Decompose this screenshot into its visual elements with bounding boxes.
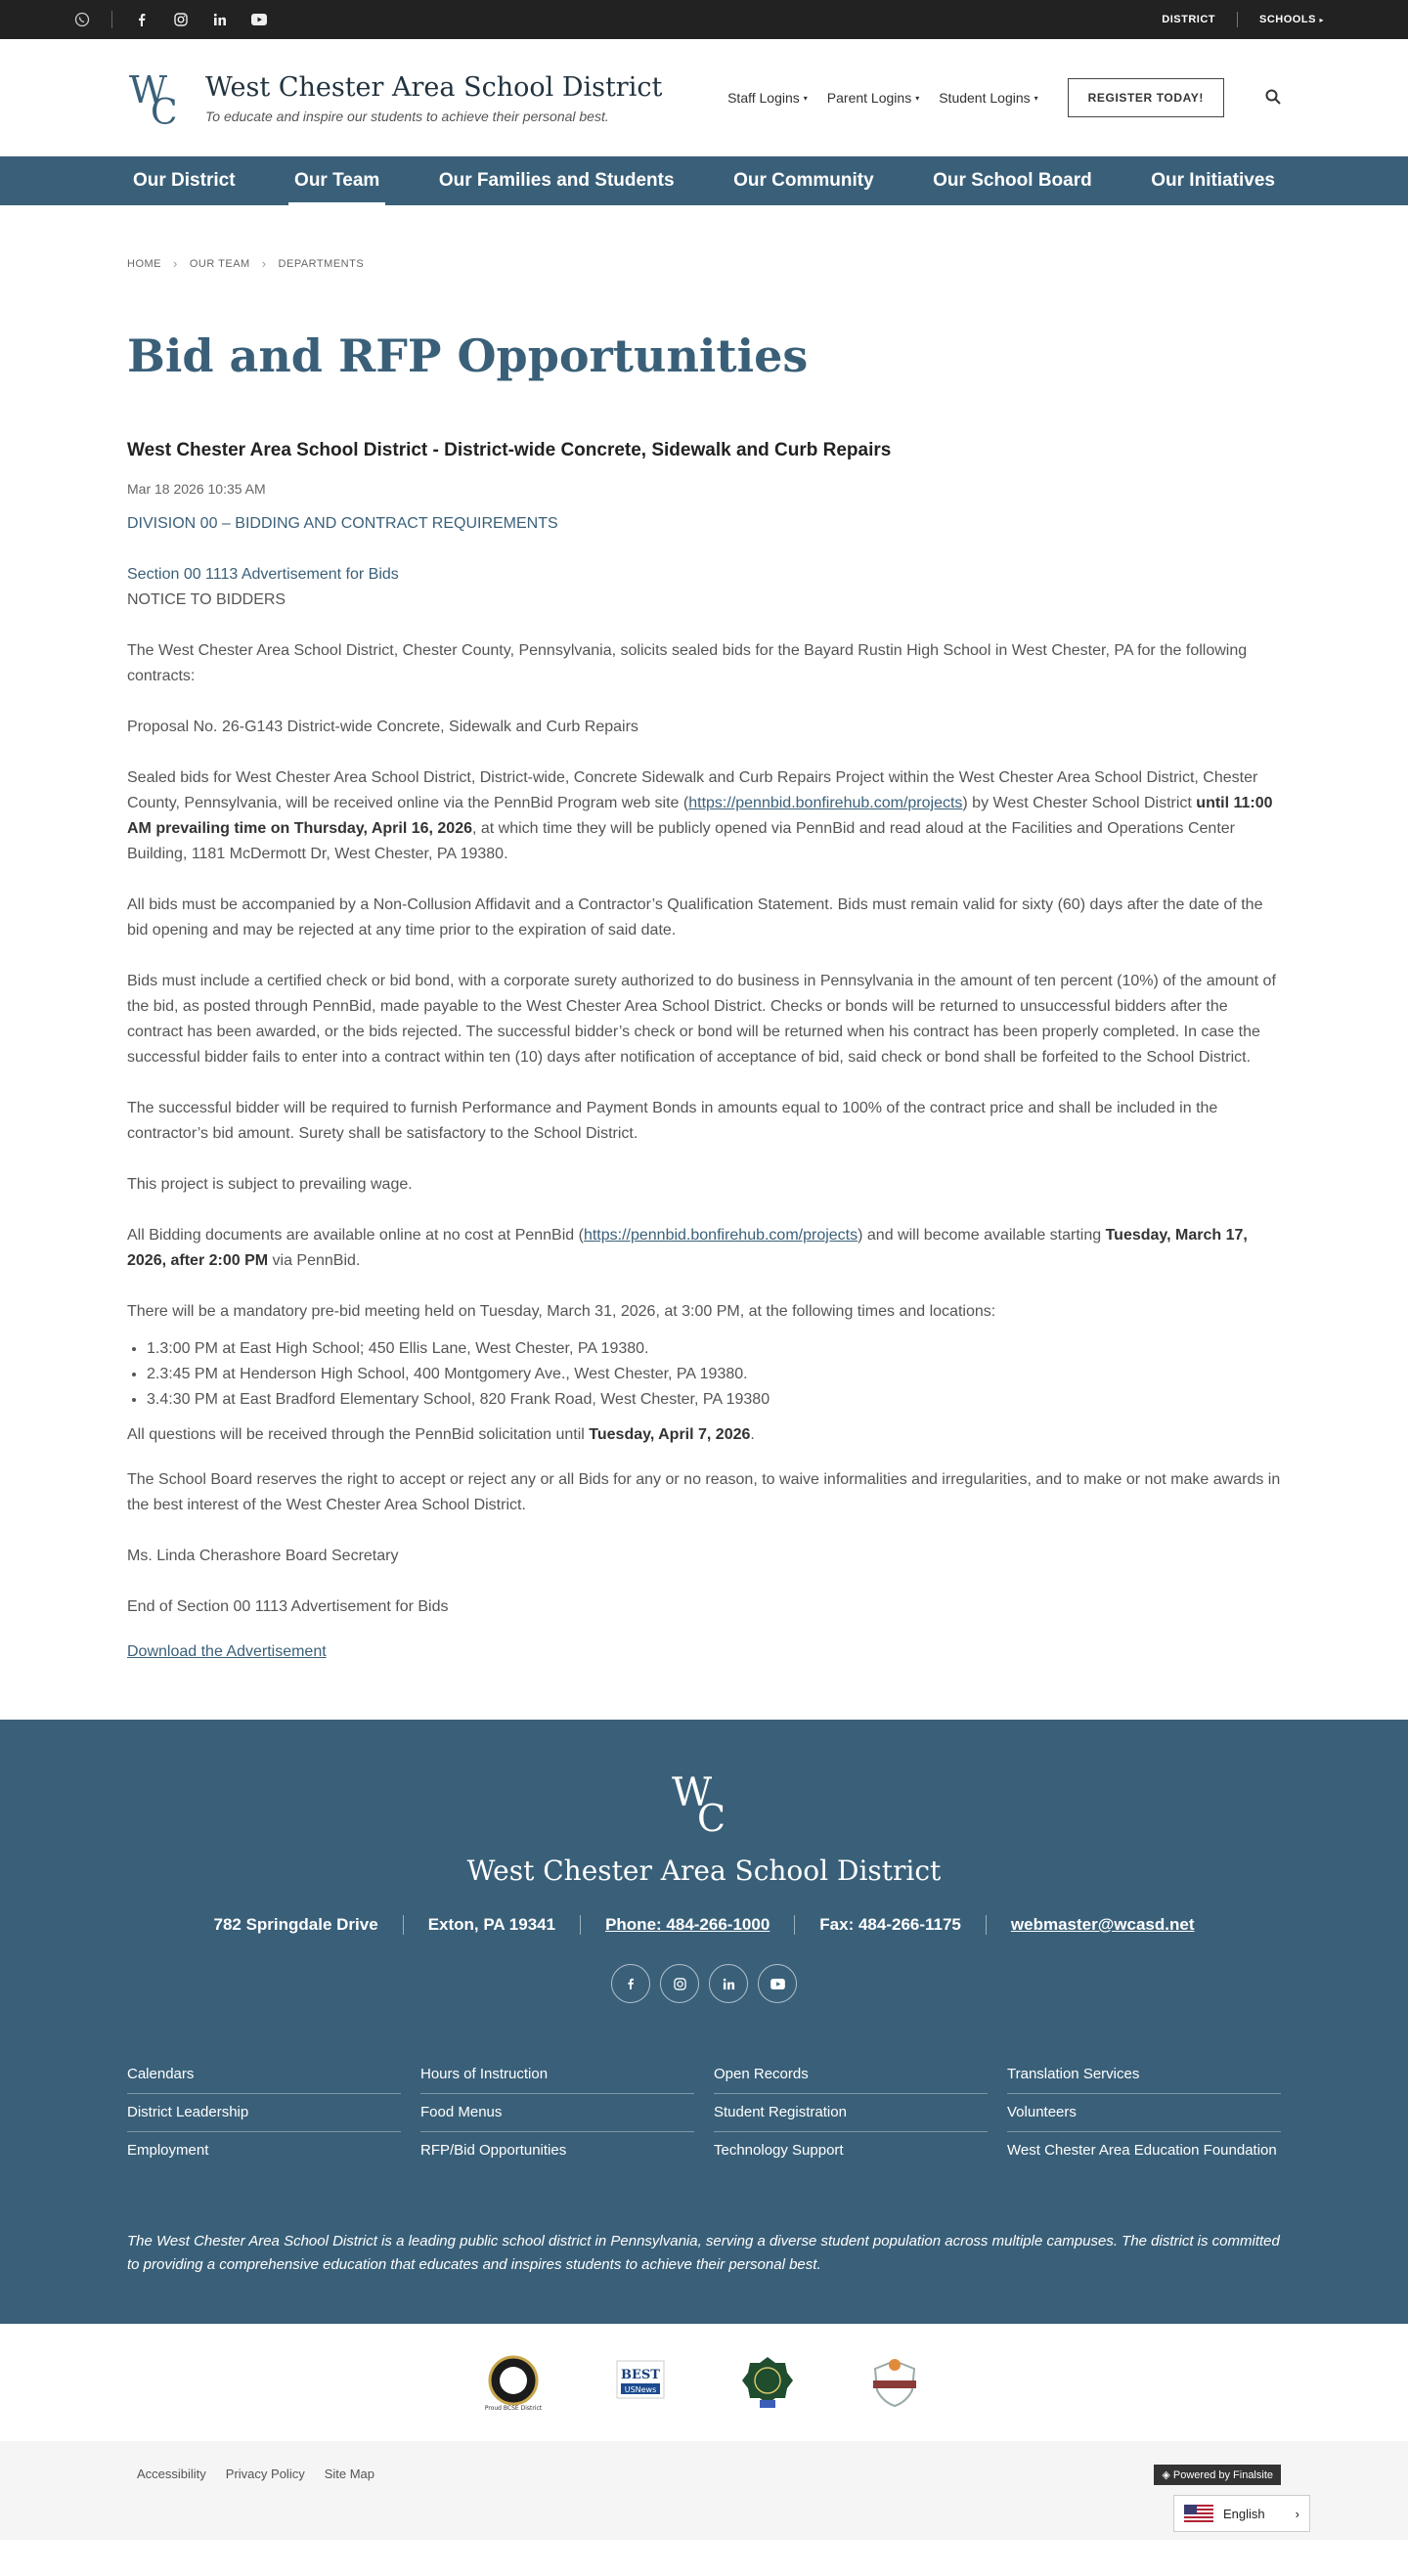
footer-link-volunteers[interactable]: Volunteers: [1007, 2094, 1281, 2132]
us-news-best-badge: [611, 2353, 670, 2412]
site-header: [0, 39, 1408, 156]
footer-link-column: [714, 2056, 988, 2170]
page-title: Bid and RFP Opportunities: [127, 329, 809, 382]
text: All questions will be received through the PennBid solicitation until: [127, 1426, 590, 1443]
footer-street: 782 Springdale Drive: [213, 1915, 378, 1934]
schools-dropdown[interactable]: [1238, 14, 1345, 25]
footer-link-column: [420, 2056, 694, 2170]
student-logins-label: Student Logins: [939, 90, 1031, 106]
logo-c: C: [151, 93, 178, 128]
article-date: Mar 18 2026 10:35 AM: [127, 481, 266, 497]
breadcrumb: [0, 205, 1408, 271]
text: All Bidding documents are available online at no cost at PennBid (: [127, 1227, 584, 1244]
footer-link-technology-support[interactable]: Technology Support: [714, 2142, 844, 2159]
header-actions: [727, 39, 1281, 156]
whatsapp-icon[interactable]: [63, 0, 102, 39]
sealed-bids-paragraph: [127, 765, 1281, 867]
pennbid-link[interactable]: https://pennbid.bonfirehub.com/projects: [688, 795, 963, 811]
chevron-right-icon: ›: [1295, 2506, 1299, 2521]
logo-w: W: [672, 1770, 713, 1815]
nav-our-families-and-students[interactable]: Our Families and Students: [438, 170, 675, 191]
district-name[interactable]: West Chester Area School District: [205, 71, 663, 103]
bid-bond-paragraph: Bids must include a certified check or bid bond, with a corporate surety authorized to do business in Pennsylvania in the amount of ten percent (10%) of the amount of the bid, as posted through PennBid, made payable to the West Chester Area School District. Checks or bonds will be returned to unsuccessful bidders after the contract has been awarded, or the bids rejected. The successful bidder’s check or bond will be returned when his contract has been properly completed. In case the successful bidder fails to enter into a contract within ten (10) days after notification of acceptance of bid, said check or bond shall be forfeited to the School District.: [127, 973, 1276, 1066]
bcse-award-badge: [484, 2353, 543, 2412]
footer-email-link[interactable]: webmaster@wcasd.net: [986, 1915, 1219, 1935]
language-label: English: [1223, 2506, 1265, 2521]
footer-link-employment[interactable]: Employment: [127, 2142, 209, 2159]
text: ) by West Chester School District: [962, 795, 1197, 811]
nav-our-district[interactable]: Our District: [133, 170, 236, 191]
division-heading: DIVISION 00 – BIDDING AND CONTRACT REQUIREMENTS: [127, 515, 558, 532]
search-icon[interactable]: [1265, 89, 1281, 108]
footer-link-hours-of-instruction[interactable]: Hours of Instruction: [420, 2056, 694, 2094]
youtube-icon[interactable]: [758, 1964, 797, 2003]
powered-label: Powered by Finalsite: [1172, 2469, 1273, 2481]
nav-our-school-board[interactable]: Our School Board: [933, 170, 1092, 191]
meeting-list: [127, 1336, 1281, 1413]
site-footer: [0, 1720, 1408, 2324]
proposal-line: Proposal No. 26-G143 District-wide Concrete, Sidewalk and Curb Repairs: [127, 719, 638, 735]
footer-mission-statement: The West Chester Area School District is a leading public school district in Pennsylvania, serving a diverse student population across multiple campuses. The district is committed to providing a comprehensive education that educates and inspires students to achieve their personal best.: [127, 2233, 1280, 2273]
utility-links: [1140, 12, 1345, 27]
us-flag-icon: [1184, 2505, 1213, 2522]
linkedin-icon[interactable]: [200, 0, 240, 39]
schools-label: SCHOOLS: [1259, 14, 1316, 25]
parent-logins-dropdown[interactable]: [827, 90, 919, 106]
green-award-badge: [738, 2353, 797, 2412]
site-map-link[interactable]: Site Map: [324, 2467, 375, 2481]
district-tagline: To educate and inspire our students to achieve their personal best.: [205, 108, 609, 124]
pennbid-link[interactable]: https://pennbid.bonfirehub.com/projects: [583, 1227, 858, 1244]
footer-link-column: [1007, 2056, 1281, 2170]
staff-logins-dropdown[interactable]: [727, 90, 808, 106]
article-headline: West Chester Area School District - District-wide Concrete, Sidewalk and Curb Repairs: [127, 440, 892, 460]
footer-link-calendars[interactable]: Calendars: [127, 2056, 401, 2094]
logo-w: W: [129, 68, 168, 111]
utility-bar: [0, 0, 1408, 39]
footer-link-district-leadership[interactable]: District Leadership: [127, 2094, 401, 2132]
legal-links: [137, 2467, 374, 2481]
text: ) and will become available starting: [858, 1227, 1106, 1244]
breadcrumb-departments[interactable]: DEPARTMENTS: [278, 257, 365, 270]
parent-logins-label: Parent Logins: [826, 90, 912, 106]
documents-paragraph: [127, 1223, 1281, 1274]
bottom-bar: [0, 2441, 1408, 2540]
questions-deadline: Tuesday, April 7, 2026: [589, 1426, 751, 1443]
divider: [111, 11, 112, 28]
badge-caption: Proud BCSE District: [484, 2405, 543, 2412]
footer-phone-link[interactable]: Phone: 484-266-1000: [580, 1915, 794, 1935]
instagram-icon[interactable]: [161, 0, 200, 39]
intro-paragraph: The West Chester Area School District, Chester County, Pennsylvania, solicits sealed bids for the Bayard Rustin High School in West Chester, PA for the following contracts:: [127, 642, 1248, 684]
footer-link-translation-services[interactable]: Translation Services: [1007, 2056, 1281, 2094]
nav-our-initiatives[interactable]: Our Initiatives: [1151, 170, 1275, 191]
caret-right-icon: ▸: [1319, 16, 1324, 24]
powered-by-finalsite-link[interactable]: [1154, 2465, 1281, 2485]
language-selector[interactable]: [1173, 2495, 1310, 2532]
chevron-right-icon: ›: [261, 256, 267, 271]
rights-paragraph: The School Board reserves the right to accept or reject any or all Bids for any or no reason, to waive informalities and irregularities, and to make or not make awards in the best interest of the West Chester Area School District.: [127, 1471, 1281, 1513]
shield-award-badge: [865, 2353, 924, 2412]
nav-our-community[interactable]: Our Community: [733, 170, 874, 191]
footer-contact: [0, 1915, 1408, 1935]
prebid-paragraph: There will be a mandatory pre-bid meeting held on Tuesday, March 31, 2026, at 3:00 PM, at the following times and locations:: [127, 1303, 996, 1320]
brand-block: [205, 72, 662, 124]
footer-link-education-foundation[interactable]: West Chester Area Education Foundation: [1007, 2142, 1277, 2159]
caret-down-icon: ▾: [915, 93, 920, 103]
end-section-line: End of Section 00 1113 Advertisement for Bids: [127, 1598, 449, 1615]
bid-deadline: until 11:00 AM prevailing time on Thursday, April 16, 2026: [127, 795, 1273, 837]
footer-link-rfp-bid-opportunities[interactable]: RFP/Bid Opportunities: [420, 2142, 567, 2159]
text: .: [750, 1426, 755, 1443]
logo-c: C: [697, 1797, 726, 1833]
article: [0, 382, 1408, 1665]
notice-heading: NOTICE TO BIDDERS: [127, 591, 286, 608]
caret-down-icon: ▾: [803, 93, 808, 103]
documents-availability: Tuesday, March 17, 2026, after 2:00 PM: [127, 1227, 1248, 1269]
badge-subtitle: USNews: [624, 2385, 657, 2394]
facebook-icon[interactable]: [611, 1964, 650, 2003]
list-item: • 2.3:45 PM at Henderson High School, 400 Montgomery Ave., West Chester, PA 19380.: [147, 1362, 1281, 1387]
footer-link-open-records[interactable]: Open Records: [714, 2056, 988, 2094]
register-button[interactable]: REGISTER TODAY!: [1068, 78, 1224, 117]
youtube-icon[interactable]: [240, 0, 279, 39]
prevailing-wage-paragraph: This project is subject to prevailing wage.: [127, 1176, 413, 1193]
text: Sealed bids for West Chester Area School District, District-wide, Concrete Sidewalk and Curb Repairs Project within the West Chester Area School District, Chester County, Pennsylvania, will be received online via the PennBid Program web site (: [127, 769, 1258, 811]
footer-link-student-registration[interactable]: Student Registration: [714, 2094, 988, 2132]
award-badges: [0, 2324, 1408, 2441]
footer-district-name: West Chester Area School District: [466, 1855, 942, 1887]
utility-social-links: [63, 0, 279, 39]
affidavit-paragraph: All bids must be accompanied by a Non-Collusion Affidavit and a Contractor’s Qualification Statement. Bids must remain valid for sixty (60) days after the date of the bid opening and may be rejected at any time prior to the expiration of said date.: [127, 896, 1263, 939]
facebook-icon[interactable]: [122, 0, 161, 39]
section-heading: Section 00 1113 Advertisement for Bids: [127, 566, 399, 583]
signature-line: Ms. Linda Cherashore Board Secretary: [127, 1548, 399, 1564]
caret-down-icon: ▾: [1034, 93, 1038, 103]
footer-quick-links: [127, 2056, 1281, 2170]
district-logo[interactable]: [127, 67, 188, 128]
footer-link-column: [127, 2056, 401, 2170]
list-item: • 3.4:30 PM at East Bradford Elementary School, 820 Frank Road, West Chester, PA 19380: [147, 1387, 1281, 1413]
text: , at which time they will be publicly opened via PennBid and read aloud at the Facilities and Operations Center Building, 1181 McDermott Dr, West Chester, PA 19380.: [127, 820, 1235, 862]
footer-link-food-menus[interactable]: Food Menus: [420, 2094, 694, 2132]
questions-paragraph: [127, 1422, 1281, 1448]
footer-social-links: [0, 1964, 1408, 2003]
breadcrumb-home[interactable]: HOME: [127, 257, 161, 270]
nav-our-team[interactable]: Our Team: [288, 156, 385, 205]
badge-title: BEST: [621, 2368, 660, 2382]
breadcrumb-our-team[interactable]: OUR TEAM: [189, 257, 250, 270]
linkedin-icon[interactable]: [709, 1964, 748, 2003]
privacy-policy-link[interactable]: Privacy Policy: [225, 2467, 305, 2481]
text: via PennBid.: [268, 1252, 361, 1269]
instagram-icon[interactable]: [660, 1964, 699, 2003]
list-item: • 1.3:00 PM at East High School; 450 Ellis Lane, West Chester, PA 19380.: [147, 1336, 1281, 1362]
district-link[interactable]: DISTRICT: [1162, 14, 1216, 25]
bonds-paragraph: The successful bidder will be required to furnish Performance and Payment Bonds in amounts equal to 100% of the contract price and shall be included in the contractor’s bid amount. Surety shall be satisfactory to the School District.: [127, 1100, 1218, 1142]
footer-fax: Fax: 484-266-1175: [794, 1915, 986, 1935]
footer-logo[interactable]: [670, 1770, 738, 1833]
staff-logins-label: Staff Logins: [727, 90, 800, 106]
main-navigation: [0, 156, 1408, 205]
student-logins-dropdown[interactable]: [939, 90, 1037, 106]
download-advertisement-link[interactable]: Download the Advertisement: [127, 1643, 327, 1660]
accessibility-link[interactable]: Accessibility: [137, 2467, 206, 2481]
finalsite-icon: ◈: [1162, 2469, 1170, 2481]
chevron-right-icon: ›: [173, 256, 178, 271]
footer-city: Exton, PA 19341: [403, 1915, 580, 1935]
